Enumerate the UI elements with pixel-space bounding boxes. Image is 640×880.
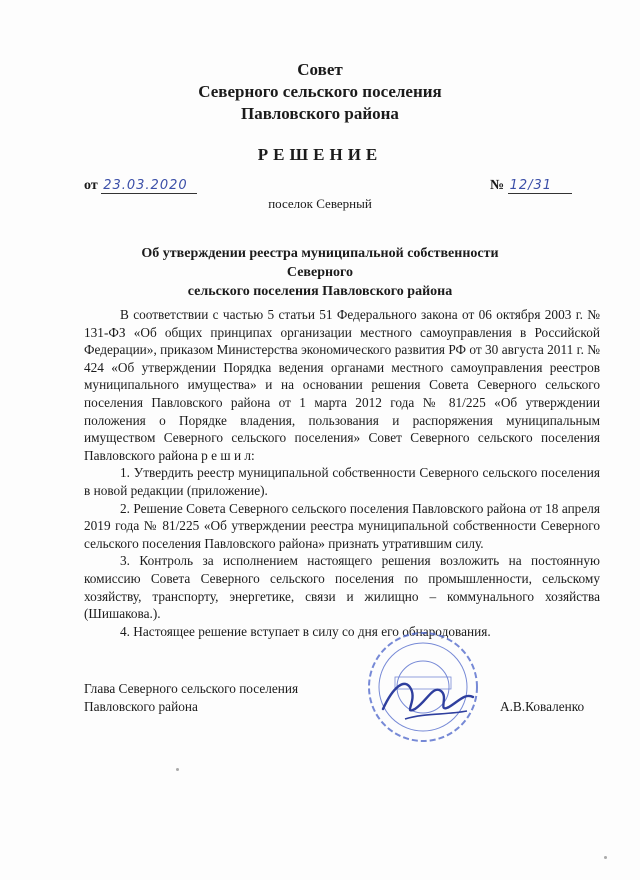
- item-4-paragraph: 4. Настоящее решение вступает в силу со дня его обнародования.: [120, 623, 491, 639]
- item-3-paragraph: 3. Контроль за исполнением настоящего решения возложить на постоянную комиссию Совета Северного сельского поселения по промышленности, сельскому хозяйству, транспорту, энергетике, связи и жилищно – коммунального хозяйства (Шишакова.).: [84, 553, 600, 622]
- position-line-2: Павловского района: [84, 699, 198, 714]
- document-title: РЕШЕНИЕ: [257, 145, 383, 164]
- place-of-issue: поселок Северный: [268, 196, 372, 211]
- district-name: Павловского района: [241, 104, 399, 123]
- official-seal-and-signature: [345, 627, 495, 747]
- signature-underline-icon: [405, 711, 467, 719]
- scan-speck: [604, 856, 607, 859]
- subject-line-2: сельского поселения Павловского района: [187, 284, 453, 299]
- preamble-paragraph: В соответствии с частью 5 статьи 51 Федерального закона от 06 октября 2003 г. № 131-ФЗ «Об общих принципах организации местного самоуправления в Российской Федерации», приказом Министерства экономического развития РФ от 30 августа 2011 г. № 424 «Об утверждении Порядка ведения органами местного самоуправления реестров муниципального имущества» и на основании решения Совета Северного сельского поселения Павловского района от 1 марта 2012 года № 81/225 «Об утверждении положения о Порядке владения, пользования и распоряжения муниципальным имуществом Северного сельского поселения» Совет Северного сельского поселения Павловского района р е ш и л:: [84, 307, 600, 463]
- date-label: от: [84, 178, 98, 193]
- signatory-position: [84, 680, 298, 716]
- date-value: 23.03.2020: [101, 178, 197, 194]
- scan-speck: [176, 768, 179, 771]
- number-line: [490, 178, 572, 194]
- item-1-paragraph: 1. Утвердить реестр муниципальной собственности Северного сельского поселения в новой редакции (приложение).: [84, 465, 600, 498]
- signatory-name: А.В.Коваленко: [500, 699, 585, 714]
- council-name: Совет: [297, 60, 343, 79]
- date-line: [84, 178, 197, 194]
- decision-body: [84, 306, 600, 640]
- settlement-name: Северного сельского поселения: [198, 82, 442, 101]
- number-value: 12/31: [508, 178, 572, 194]
- number-label: №: [490, 178, 505, 193]
- handwritten-signature-icon: [383, 684, 473, 711]
- subject-line-1: Об утверждении реестра муниципальной собственности Северного: [141, 246, 499, 280]
- item-2-paragraph: 2. Решение Совета Северного сельского поселения Павловского района от 18 апреля 2019 года № 81/225 «Об утверждении реестра муниципальной собственности Северного сельского поселения Павловского района» признать утратившим силу.: [84, 500, 600, 551]
- round-seal-icon: [369, 633, 477, 741]
- decision-subject: [110, 244, 530, 301]
- position-line-1: Глава Северного сельского поселения: [84, 681, 299, 696]
